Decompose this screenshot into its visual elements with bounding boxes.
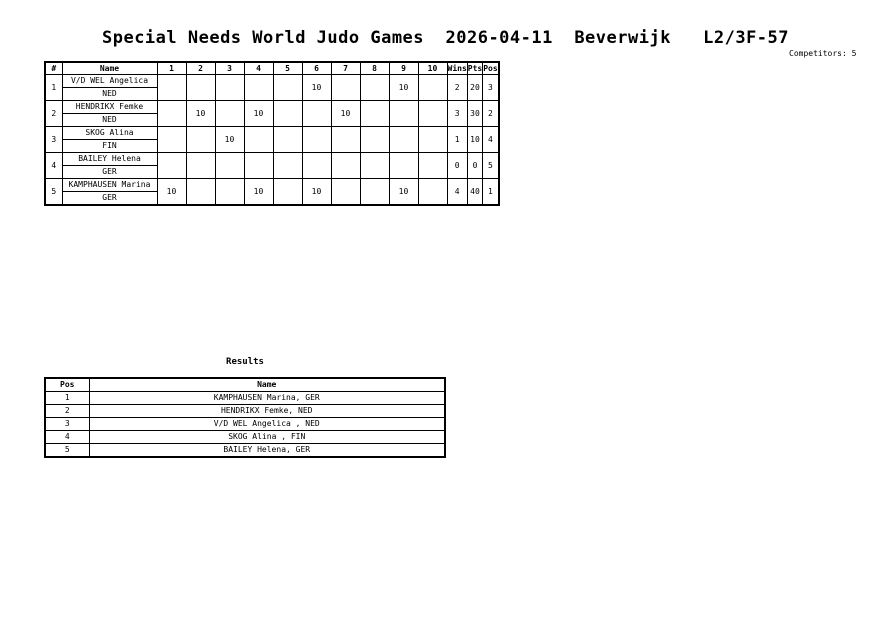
grid-result-cell [360, 127, 389, 153]
results-row [45, 444, 445, 458]
grid-result-cell [418, 153, 447, 179]
grid-competitor-country: GER [62, 192, 157, 206]
grid-competitor-name: KAMPHAUSEN Marina [62, 179, 157, 192]
grid-points: 20 [467, 75, 482, 101]
results-row [45, 392, 445, 405]
results-position: 5 [45, 444, 89, 458]
grid-result-cell: 10 [157, 179, 186, 206]
grid-points: 30 [467, 101, 482, 127]
grid-row [45, 153, 499, 166]
grid-result-cell [157, 127, 186, 153]
grid-row [45, 179, 499, 192]
grid-result-cell [418, 101, 447, 127]
header-opponent-9: 9 [389, 62, 418, 75]
header-opponent-6: 6 [302, 62, 331, 75]
grid-row-number: 2 [45, 101, 62, 127]
results-table [44, 377, 446, 458]
grid-competitor-name: BAILEY Helena [62, 153, 157, 166]
header-opponent-1: 1 [157, 62, 186, 75]
grid-result-cell [157, 75, 186, 101]
header-wins: Wins [447, 64, 467, 73]
results-header-row [45, 378, 445, 392]
header-opponent-4: 4 [244, 62, 273, 75]
grid-competitor-country: NED [62, 88, 157, 101]
grid-result-cell [360, 179, 389, 206]
results-section [44, 377, 446, 458]
grid-result-cell [244, 127, 273, 153]
results-position: 2 [45, 405, 89, 418]
grid-result-cell [273, 127, 302, 153]
grid-result-cell [360, 101, 389, 127]
results-position: 3 [45, 418, 89, 431]
header-opponent-2: 2 [186, 62, 215, 75]
page-title: Special Needs World Judo Games 2026-04-11 Beverwijk L2/3F-57 [101, 28, 790, 48]
grid-result-cell [360, 153, 389, 179]
grid-result-cell [157, 101, 186, 127]
grid-result-cell: 10 [215, 127, 244, 153]
round-robin-grid [44, 61, 500, 206]
grid-result-cell [244, 153, 273, 179]
grid-result-cell [418, 179, 447, 206]
grid-result-cell [331, 153, 360, 179]
results-name: V/D WEL Angelica , NED [89, 418, 445, 431]
grid-result-cell [418, 127, 447, 153]
competitors-count: Competitors: 5 [789, 49, 857, 58]
results-title: Results [226, 357, 264, 367]
results-row [45, 405, 445, 418]
grid-row-number: 4 [45, 153, 62, 179]
header-opponent-3: 3 [215, 62, 244, 75]
grid-result-cell [389, 153, 418, 179]
grid-points: 10 [467, 127, 482, 153]
grid-result-cell: 10 [389, 179, 418, 206]
grid-result-cell: 10 [244, 179, 273, 206]
results-header-name: Name [89, 378, 445, 392]
grid-wins: 4 [447, 179, 467, 206]
results-name: KAMPHAUSEN Marina, GER [89, 392, 445, 405]
grid-competitor-name: SKOG Alina [62, 127, 157, 140]
grid-position: 2 [483, 101, 499, 127]
results-header-position: Pos [45, 378, 89, 392]
grid-competitor-country: GER [62, 166, 157, 179]
grid-result-cell [244, 75, 273, 101]
grid-result-cell: 10 [302, 179, 331, 206]
grid-result-cell [331, 179, 360, 206]
results-name: BAILEY Helena, GER [89, 444, 445, 458]
grid-row-number: 5 [45, 179, 62, 206]
grid-position: 5 [483, 153, 499, 179]
results-body [45, 392, 445, 458]
grid-competitor-country: FIN [62, 140, 157, 153]
grid-result-cell [157, 153, 186, 179]
grid-body [45, 75, 499, 206]
round-robin-table [44, 61, 500, 206]
grid-header-row [45, 62, 499, 75]
grid-row-number: 1 [45, 75, 62, 101]
grid-result-cell [273, 101, 302, 127]
grid-result-cell [273, 153, 302, 179]
grid-result-cell: 10 [244, 101, 273, 127]
header-opponent-5: 5 [273, 62, 302, 75]
grid-points: 0 [467, 153, 482, 179]
grid-position: 1 [483, 179, 499, 206]
results-name: SKOG Alina , FIN [89, 431, 445, 444]
grid-result-cell: 10 [331, 101, 360, 127]
grid-result-cell: 10 [389, 75, 418, 101]
header-position: Pos [483, 64, 498, 73]
header-opponent-10: 10 [418, 62, 447, 75]
grid-result-cell [215, 153, 244, 179]
grid-result-cell [331, 75, 360, 101]
grid-result-cell [186, 179, 215, 206]
grid-wins: 0 [447, 153, 467, 179]
grid-result-cell [418, 75, 447, 101]
results-position: 4 [45, 431, 89, 444]
grid-wins: 2 [447, 75, 467, 101]
header-number: # [45, 62, 62, 75]
grid-wins: 3 [447, 101, 467, 127]
grid-result-cell [389, 101, 418, 127]
grid-points: 40 [467, 179, 482, 206]
grid-result-cell [186, 75, 215, 101]
grid-position: 3 [483, 75, 499, 101]
grid-result-cell [331, 127, 360, 153]
grid-result-cell [389, 127, 418, 153]
grid-competitor-name: HENDRIKX Femke [62, 101, 157, 114]
grid-result-cell [302, 127, 331, 153]
grid-row [45, 127, 499, 140]
grid-result-cell [273, 179, 302, 206]
grid-result-cell [186, 153, 215, 179]
grid-wins: 1 [447, 127, 467, 153]
results-position: 1 [45, 392, 89, 405]
results-row [45, 418, 445, 431]
grid-result-cell: 10 [186, 101, 215, 127]
grid-result-cell [302, 153, 331, 179]
grid-result-cell [215, 101, 244, 127]
grid-result-cell [302, 101, 331, 127]
results-row [45, 431, 445, 444]
grid-result-cell [186, 127, 215, 153]
grid-row [45, 101, 499, 114]
results-name: HENDRIKX Femke, NED [89, 405, 445, 418]
grid-result-cell [215, 179, 244, 206]
header-points: Pts [467, 64, 483, 73]
grid-competitor-country: NED [62, 114, 157, 127]
grid-row [45, 75, 499, 88]
grid-result-cell: 10 [302, 75, 331, 101]
grid-competitor-name: V/D WEL Angelica [62, 75, 157, 88]
grid-row-number: 3 [45, 127, 62, 153]
header-opponent-7: 7 [331, 62, 360, 75]
header-name: Name [62, 62, 157, 75]
header-opponent-8: 8 [360, 62, 389, 75]
grid-result-cell [273, 75, 302, 101]
grid-result-cell [360, 75, 389, 101]
grid-result-cell [215, 75, 244, 101]
grid-position: 4 [483, 127, 499, 153]
